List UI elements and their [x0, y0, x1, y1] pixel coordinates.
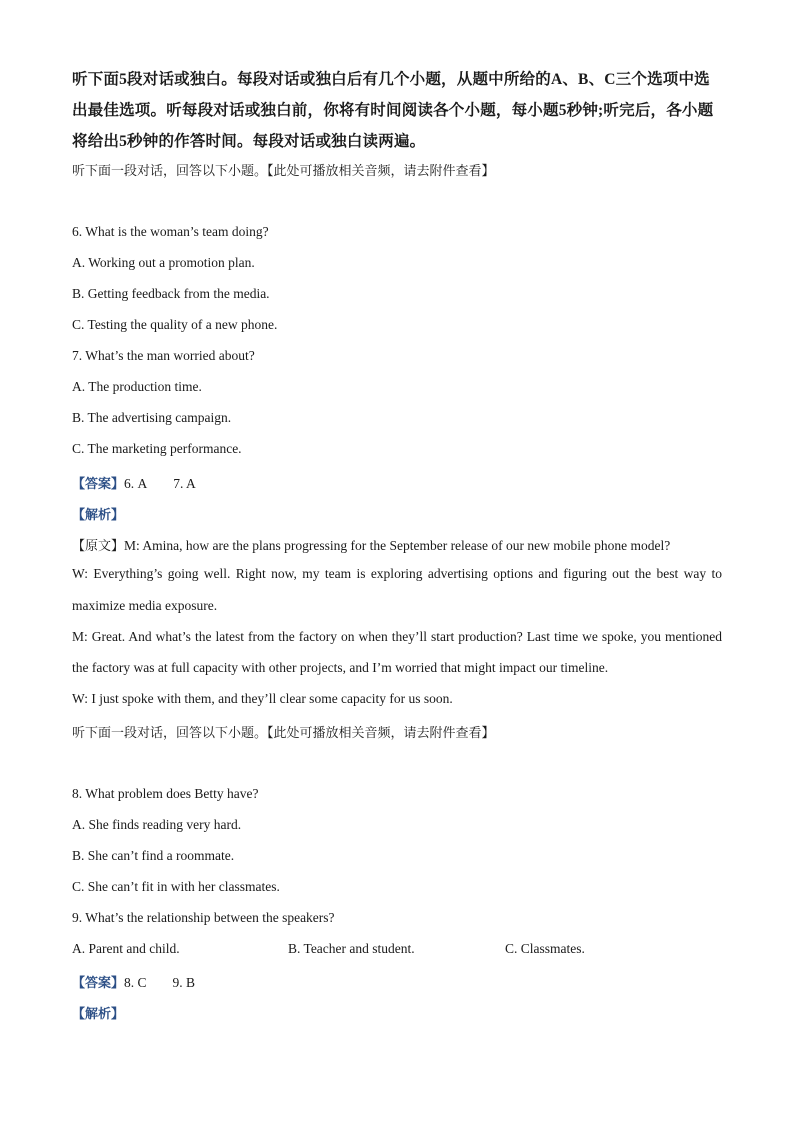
q6-option-c: C. Testing the quality of a new phone.: [72, 317, 278, 332]
transcript-label: 【原文】: [72, 539, 125, 554]
transcript-line: 【原文】M: Amina, how are the plans progressing for the September release of our new mobile phone model?: [72, 538, 671, 554]
question-6: 6. What is the woman’s team doing?: [72, 224, 269, 239]
answer-9: 9. B: [172, 975, 196, 990]
question-8: 8. What problem does Betty have?: [72, 786, 259, 801]
answer-8: 8. C: [124, 975, 147, 990]
answer-label: 【答案】: [72, 477, 125, 492]
answer-line: [72, 972, 195, 991]
answer-line: [72, 473, 196, 492]
question-9: 9. What’s the relationship between the speakers?: [72, 910, 335, 925]
section-instructions: 听下面5段对话或独白。每段对话或独白后有几个小题，从题中所给的A、B、C三个选项中选出最佳选项。听每段对话或独白前，你将有时间阅读各个小题，每小题5秒钟;听完后，各小题将给出5秒钟的作答时间。每段对话或独白读两遍。: [72, 71, 714, 150]
q7-option-c: C. The marketing performance.: [72, 441, 242, 456]
q9-option-b: B. Teacher and student.: [288, 941, 415, 956]
answer-7: 7. A: [173, 476, 196, 491]
transcript-line: maximize media exposure.: [72, 598, 218, 613]
q8-option-a: A. She finds reading very hard.: [72, 817, 242, 832]
question-7: 7. What’s the man worried about?: [72, 348, 255, 363]
answer-label: 【答案】: [72, 976, 125, 991]
analysis-heading: [72, 1003, 124, 1022]
transcript-line: M: Great. And what’s the latest from the factory on when they’ll start production? Last time we spoke, you mentioned: [72, 629, 722, 644]
q6-option-a: A. Working out a promotion plan.: [72, 255, 255, 270]
q9-option-c: C. Classmates.: [505, 941, 585, 956]
q9-option-a: A. Parent and child.: [72, 941, 180, 956]
q8-option-c: C. She can’t fit in with her classmates.: [72, 879, 280, 894]
transcript-line: W: I just spoke with them, and they’ll clear some capacity for us soon.: [72, 691, 453, 706]
q7-option-b: B. The advertising campaign.: [72, 410, 232, 425]
answer-6: 6. A: [124, 476, 148, 491]
transcript-line: the factory was at full capacity with other projects, and I’m worried that might impact our timeline.: [72, 660, 609, 675]
analysis-label: 【解析】: [72, 1007, 125, 1022]
dialogue-instruction: 听下面一段对话，回答以下小题。【此处可播放相关音频，请去附件查看】: [72, 164, 495, 179]
q7-option-a: A. The production time.: [72, 379, 202, 394]
transcript-line: W: Everything’s going well. Right now, my team is exploring advertising options and figuring out the best way to: [72, 566, 722, 581]
dialogue-instruction: 听下面一段对话，回答以下小题。【此处可播放相关音频，请去附件查看】: [72, 726, 495, 741]
analysis-heading: [72, 504, 124, 523]
q6-option-b: B. Getting feedback from the media.: [72, 286, 270, 301]
analysis-label: 【解析】: [72, 508, 125, 523]
q8-option-b: B. She can’t find a roommate.: [72, 848, 235, 863]
